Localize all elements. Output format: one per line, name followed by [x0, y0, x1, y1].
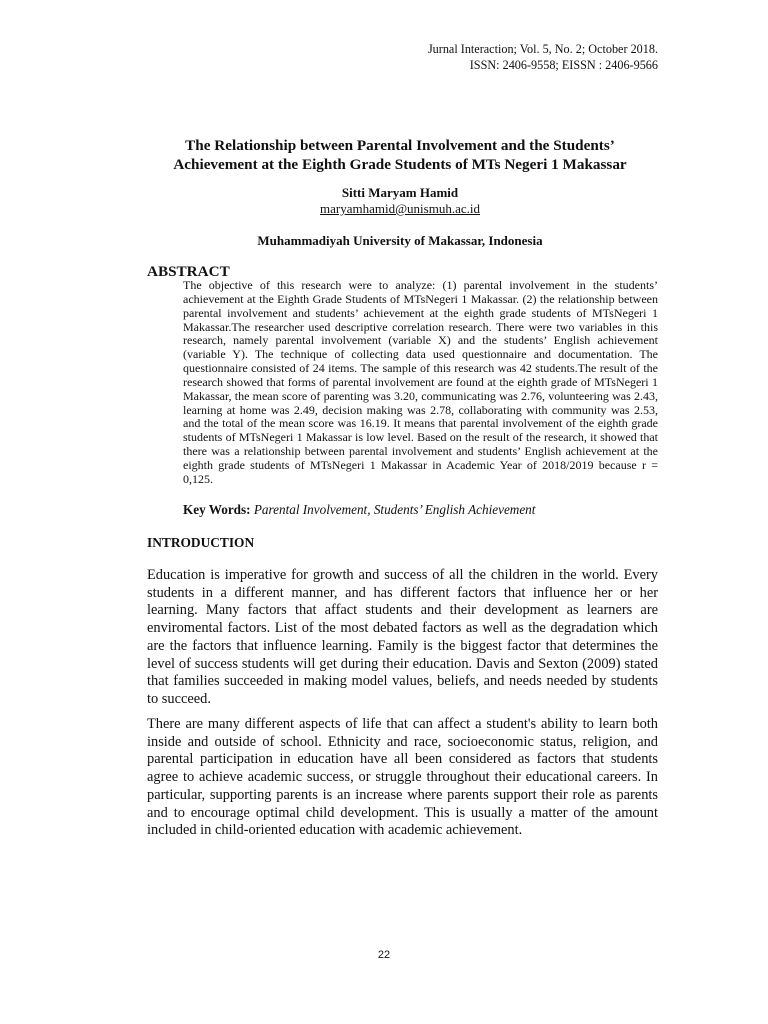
keywords-label: Key Words: [183, 502, 254, 517]
journal-citation: Jurnal Interaction; Vol. 5, No. 2; October 2018. [427, 42, 658, 56]
keywords-line [183, 502, 535, 518]
introduction-paragraph-2: There are many different aspects of life that can affect a student's ability to learn both inside and outside of school. Ethnicity and race, socioeconomic status, religion, and parental participation in education have all been considered as factors that students agree to achieve academic success, or struggle throughout their educational careers. In particular, supporting parents is an increase where parents support their role as parents and to encourage optimal child development. This is usually a matter of the amount included in child-oriented education with academic achievement. [147, 716, 658, 839]
author-affiliation: Muhammadiyah University of Makassar, Indonesia [257, 233, 543, 248]
paper-title-line-2: Achievement at the Eighth Grade Students of MTs Negeri 1 Makassar [173, 156, 627, 173]
paper-title [100, 136, 700, 174]
abstract-text: The objective of this research were to analyze: (1) parental involvement in the students’ achievement at the Eighth Grade Students of MTsNegeri 1 Makassar. (2) the relationship between parental involvement and students’ achievement at the eighth grade students of MTsNegeri 1 Makassar.The researcher used descriptive correlation research. There were two variables in this research, namely parental involvement (variable X) and the students’ English achievement (variable Y). The technique of collecting data used questionnaire and documentation. The questionnaire consisted of 24 items. The sample of this research was 42 students.The result of the research showed that forms of parental involvement are found at the eighth grade of MTsNegeri 1 Makassar, the mean score of parenting was 3.20, communicating was 2.76, volunteering was 2.43, learning at home was 2.49, decision making was 2.78, collaborating with community was 2.53, and the total of the mean score was 16.19. It means that parental involvement of the eighth grade students of MTsNegeri 1 Makassar is low level. Based on the result of the research, it showed that there was a relationship between parental involvement and students’ English achievement at the eighth grade students of MTsNegeri 1 Makassar in Academic Year of 2018/2019 because r = 0,125. [183, 278, 658, 486]
journal-header [428, 41, 658, 73]
introduction-paragraph-1: Education is imperative for growth and success of all the children in the world. Every students in a different manner, and has different factors that influence her or her learning. Many factors that affact students and their development as learners are enviromental factors. List of the most debated factors as well as the degradation which are the factors that influence learning. Family is the biggest factor that determines the level of success students will get during their education. Davis and Sexton (2009) stated that families succeeded in making model values, beliefs, and needs needed by students to succeed. [147, 567, 658, 707]
journal-issn: ISSN: 2406-9558; EISSN : 2406-9566 [469, 58, 658, 72]
keywords-value: Parental Involvement, Students’ English Achievement [253, 502, 536, 517]
author-email[interactable]: maryamhamid@unismuh.ac.id [320, 201, 480, 216]
author-block [100, 185, 700, 217]
abstract-heading: ABSTRACT [147, 263, 230, 280]
introduction-heading: INTRODUCTION [147, 535, 255, 550]
author-name: Sitti Maryam Hamid [341, 185, 459, 200]
page-number: 22 [377, 949, 391, 961]
paper-title-line-1: The Relationship between Parental Involvement and the Students’ [185, 137, 615, 154]
